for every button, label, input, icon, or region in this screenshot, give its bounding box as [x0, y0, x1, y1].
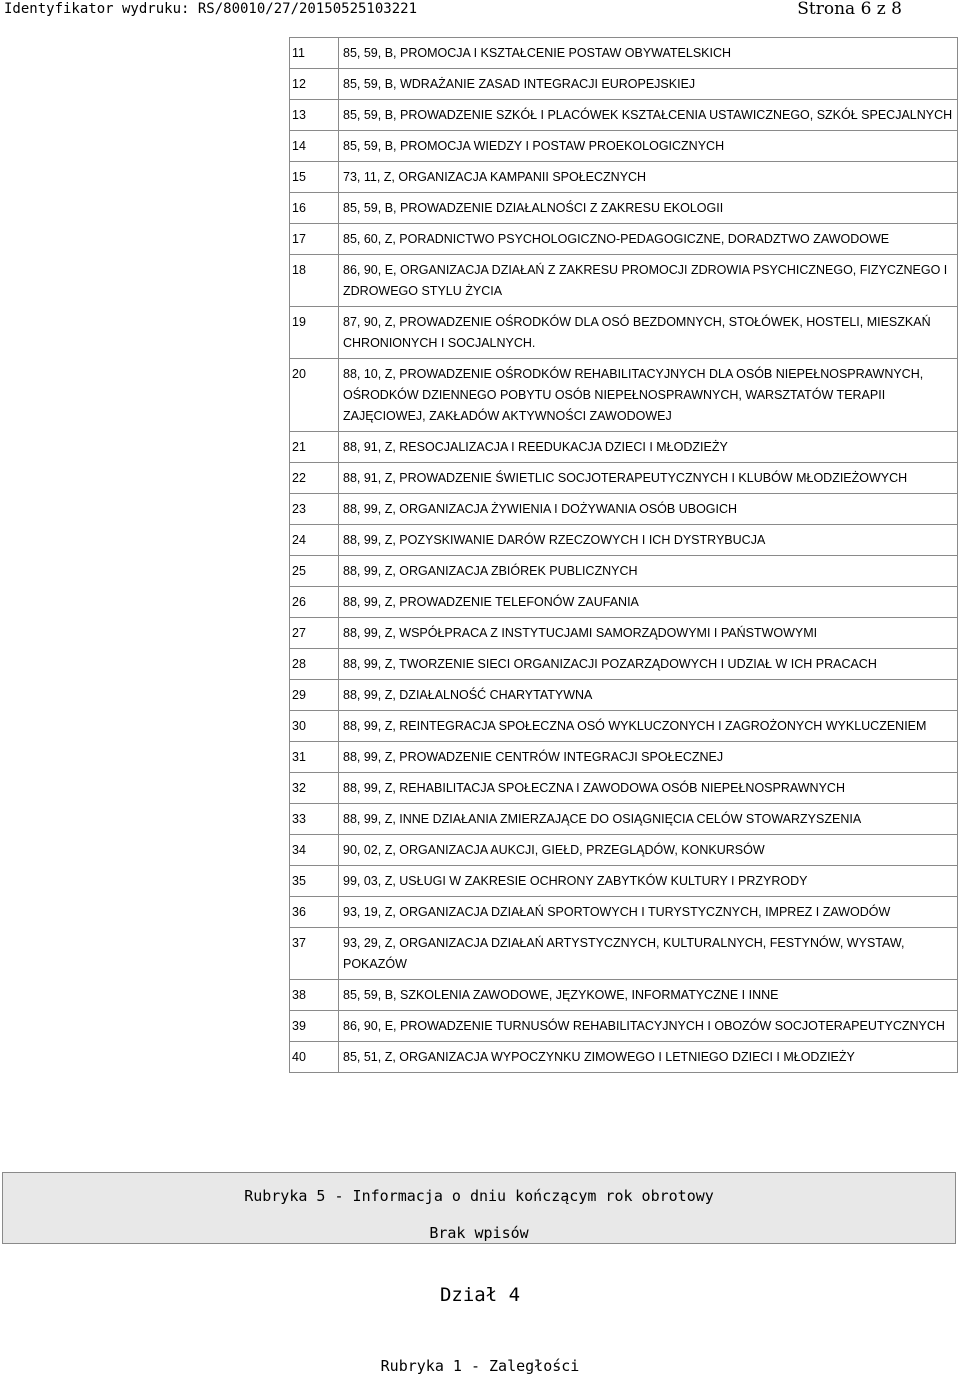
row-number: 39 [290, 1011, 339, 1042]
table-row [290, 556, 958, 587]
row-description: 90, 02, Z, ORGANIZACJA AUKCJI, GIEŁD, PRZEGLĄDÓW, KONKURSÓW [339, 835, 958, 866]
table-row [290, 432, 958, 463]
row-description: 88, 91, Z, RESOCJALIZACJA I REEDUKACJA DZIECI I MŁODZIEŻY [339, 432, 958, 463]
row-description: 85, 59, B, PROMOCJA I KSZTAŁCENIE POSTAW OBYWATELSKICH [339, 38, 958, 69]
row-number: 31 [290, 742, 339, 773]
row-description: 88, 10, Z, PROWADZENIE OŚRODKÓW REHABILITACYJNYCH DLA OSÓB NIEPEŁNOSPRAWNYCH, OŚRODKÓW DZIENNEGO POBYTU OSÓB NIEPEŁNOSPRAWNYCH, WARSZTATÓW TERAPII ZAJĘCIOWEJ, ZAKŁADÓW AKTYWNOŚCI ZAWODOWEJ [339, 359, 958, 432]
row-description: 88, 99, Z, ORGANIZACJA ZBIÓREK PUBLICZNYCH [339, 556, 958, 587]
row-description: 88, 99, Z, ORGANIZACJA ŻYWIENIA I DOŻYWANIA OSÓB UBOGICH [339, 494, 958, 525]
row-number: 37 [290, 928, 339, 980]
row-description: 88, 99, Z, TWORZENIE SIECI ORGANIZACJI POZARZĄDOWYCH I UDZIAŁ W ICH PRACACH [339, 649, 958, 680]
row-number: 33 [290, 804, 339, 835]
rubryka-1-title: Rubryka 1 - Zaległości [380, 1357, 580, 1375]
row-description: 88, 99, Z, DZIAŁALNOŚĆ CHARYTATYWNA [339, 680, 958, 711]
table-row [290, 742, 958, 773]
row-description: 85, 60, Z, PORADNICTWO PSYCHOLOGICZNO-PEDAGOGICZNE, DORADZTWO ZAWODOWE [339, 224, 958, 255]
table-row [290, 307, 958, 359]
table-row [290, 359, 958, 432]
row-number: 32 [290, 773, 339, 804]
row-number: 28 [290, 649, 339, 680]
table-row [290, 100, 958, 131]
row-number: 38 [290, 980, 339, 1011]
row-number: 18 [290, 255, 339, 307]
row-number: 12 [290, 69, 339, 100]
row-number: 40 [290, 1042, 339, 1073]
rubryka-5-value: Brak wpisów [429, 1224, 529, 1242]
row-description: 85, 59, B, WDRAŻANIE ZASAD INTEGRACJI EUROPEJSKIEJ [339, 69, 958, 100]
table-row [290, 866, 958, 897]
print-identifier: Identyfikator wydruku: RS/80010/27/20150525103221 [4, 1, 418, 17]
row-description: 85, 59, B, PROWADZENIE DZIAŁALNOŚCI Z ZAKRESU EKOLOGII [339, 193, 958, 224]
table-row [290, 224, 958, 255]
row-number: 11 [290, 38, 339, 69]
row-description: 93, 29, Z, ORGANIZACJA DZIAŁAŃ ARTYSTYCZNYCH, KULTURALNYCH, FESTYNÓW, WYSTAW, POKAZÓW [339, 928, 958, 980]
row-description: 73, 11, Z, ORGANIZACJA KAMPANII SPOŁECZNYCH [339, 162, 958, 193]
row-number: 34 [290, 835, 339, 866]
row-description: 85, 59, B, SZKOLENIA ZAWODOWE, JĘZYKOWE, INFORMATYCZNE I INNE [339, 980, 958, 1011]
row-number: 22 [290, 463, 339, 494]
rubryka-5-section [2, 1172, 956, 1244]
row-description: 85, 51, Z, ORGANIZACJA WYPOCZYNKU ZIMOWEGO I LETNIEGO DZIECI I MŁODZIEŻY [339, 1042, 958, 1073]
row-number: 36 [290, 897, 339, 928]
row-description: 86, 90, E, ORGANIZACJA DZIAŁAŃ Z ZAKRESU PROMOCJI ZDROWIA PSYCHICZNEGO, FIZYCZNEGO I ZDROWEGO STYLU ŻYCIA [339, 255, 958, 307]
table-row [290, 980, 958, 1011]
section-heading-dzial: Dział 4 [439, 1284, 521, 1306]
row-description: 88, 99, Z, REHABILITACJA SPOŁECZNA I ZAWODOWA OSÓB NIEPEŁNOSPRAWNYCH [339, 773, 958, 804]
table-row [290, 835, 958, 866]
table-row [290, 525, 958, 556]
table-row [290, 193, 958, 224]
page-header [0, 0, 960, 20]
row-description: 88, 99, Z, POZYSKIWANIE DARÓW RZECZOWYCH I ICH DYSTRYBUCJA [339, 525, 958, 556]
row-description: 88, 99, Z, WSPÓŁPRACA Z INSTYTUCJAMI SAMORZĄDOWYMI I PAŃSTWOWYMI [339, 618, 958, 649]
table-row [290, 649, 958, 680]
table-row [290, 131, 958, 162]
row-description: 85, 59, B, PROMOCJA WIEDZY I POSTAW PROEKOLOGICZNYCH [339, 131, 958, 162]
table-row [290, 680, 958, 711]
row-description: 85, 59, B, PROWADZENIE SZKÓŁ I PLACÓWEK KSZTAŁCENIA USTAWICZNEGO, SZKÓŁ SPECJALNYCH [339, 100, 958, 131]
row-number: 26 [290, 587, 339, 618]
row-description: 99, 03, Z, USŁUGI W ZAKRESIE OCHRONY ZABYTKÓW KULTURY I PRZYRODY [339, 866, 958, 897]
row-number: 14 [290, 131, 339, 162]
row-number: 20 [290, 359, 339, 432]
table-row [290, 928, 958, 980]
row-number: 35 [290, 866, 339, 897]
row-description: 88, 99, Z, PROWADZENIE CENTRÓW INTEGRACJI SPOŁECZNEJ [339, 742, 958, 773]
row-number: 16 [290, 193, 339, 224]
table-row [290, 804, 958, 835]
row-description: 88, 99, Z, INNE DZIAŁANIA ZMIERZAJĄCE DO OSIĄGNIĘCIA CELÓW STOWARZYSZENIA [339, 804, 958, 835]
table-row [290, 494, 958, 525]
table-row [290, 255, 958, 307]
row-number: 13 [290, 100, 339, 131]
row-description: 93, 19, Z, ORGANIZACJA DZIAŁAŃ SPORTOWYCH I TURYSTYCZNYCH, IMPREZ I ZAWODÓW [339, 897, 958, 928]
row-description: 88, 99, Z, PROWADZENIE TELEFONÓW ZAUFANIA [339, 587, 958, 618]
table-row [290, 773, 958, 804]
rubryka-5-title: Rubryka 5 - Informacja o dniu kończącym rok obrotowy [244, 1187, 714, 1205]
pkd-activity-table [289, 37, 958, 1073]
row-number: 24 [290, 525, 339, 556]
row-number: 27 [290, 618, 339, 649]
table-row [290, 463, 958, 494]
row-number: 15 [290, 162, 339, 193]
row-number: 29 [290, 680, 339, 711]
table-row [290, 162, 958, 193]
row-number: 25 [290, 556, 339, 587]
table-row [290, 711, 958, 742]
row-number: 23 [290, 494, 339, 525]
row-description: 86, 90, E, PROWADZENIE TURNUSÓW REHABILITACYJNYCH I OBOZÓW SOCJOTERAPEUTYCZNYCH [339, 1011, 958, 1042]
row-description: 88, 91, Z, PROWADZENIE ŚWIETLIC SOCJOTERAPEUTYCZNYCH I KLUBÓW MŁODZIEŻOWYCH [339, 463, 958, 494]
row-description: 88, 99, Z, REINTEGRACJA SPOŁECZNA OSÓ WYKLUCZONYCH I ZAGROŻONYCH WYKLUCZENIEM [339, 711, 958, 742]
table-row [290, 38, 958, 69]
table-row [290, 1011, 958, 1042]
page-number: Strona 6 z 8 [797, 0, 902, 19]
row-number: 17 [290, 224, 339, 255]
table-row [290, 897, 958, 928]
row-number: 19 [290, 307, 339, 359]
table-row [290, 69, 958, 100]
table-row [290, 587, 958, 618]
row-number: 21 [290, 432, 339, 463]
row-description: 87, 90, Z, PROWADZENIE OŚRODKÓW DLA OSÓ BEZDOMNYCH, STOŁÓWEK, HOSTELI, MIESZKAŃ CHRONIONYCH I SOCJALNYCH. [339, 307, 958, 359]
table-row [290, 1042, 958, 1073]
table-row [290, 618, 958, 649]
row-number: 30 [290, 711, 339, 742]
